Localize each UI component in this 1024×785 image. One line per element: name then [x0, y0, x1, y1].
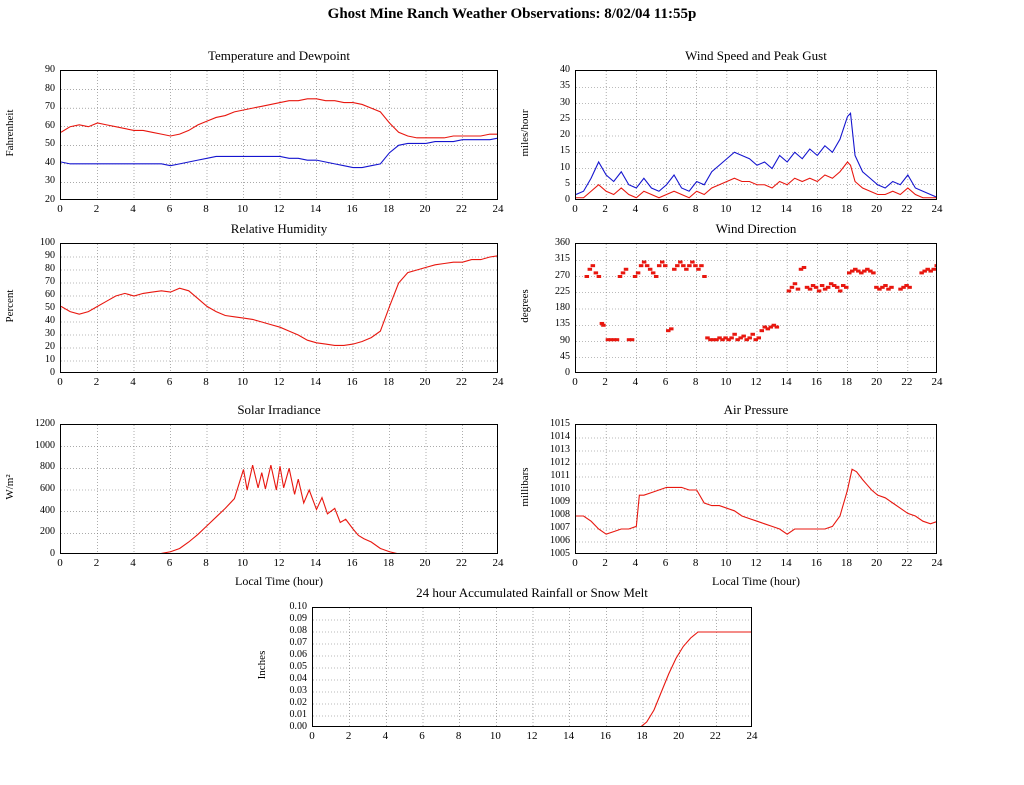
x-tick-label: 4 [632, 203, 639, 215]
x-tick-label: 4 [632, 376, 639, 388]
x-tick-label: 8 [455, 730, 462, 742]
x-tick-label: 18 [383, 557, 394, 569]
x-tick-label: 12 [750, 557, 762, 569]
y-axis-label-pressure: millibars [519, 467, 531, 507]
x-tick-label: 14 [310, 376, 321, 388]
y-tick-label: 1015 [550, 418, 570, 429]
y-tick-label: 1011 [550, 470, 570, 481]
x-tick-label: 2 [602, 203, 608, 215]
x-tick-label: 16 [346, 376, 358, 388]
x-tick-label: 0 [572, 203, 578, 215]
y-tick-label: 1010 [550, 483, 570, 494]
x-tick-label: 6 [166, 203, 173, 215]
x-tick-label: 4 [632, 557, 639, 569]
x-tick-label: 22 [456, 203, 467, 215]
plot-area-wind_direction [575, 243, 937, 373]
x-tick-label: 0 [572, 376, 578, 388]
x-tick-label: 0 [57, 376, 63, 388]
y-tick-label: 60 [45, 289, 55, 300]
chart-title-wind_speed: Wind Speed and Peak Gust [685, 48, 827, 63]
x-tick-label: 16 [346, 203, 358, 215]
y-tick-label: 1013 [550, 444, 570, 455]
x-tick-label: 20 [419, 376, 431, 388]
y-tick-label: 10 [560, 161, 570, 173]
y-tick-label: 50 [45, 138, 55, 150]
chart-title-solar: Solar Irradiance [237, 402, 321, 417]
y-tick-label: 0.07 [289, 637, 307, 648]
x-tick-label: 6 [662, 376, 669, 388]
x-tick-label: 22 [901, 376, 913, 388]
y-tick-label: 1009 [550, 496, 570, 507]
y-tick-label: 0.02 [289, 697, 307, 708]
x-tick-label: 14 [780, 376, 792, 388]
x-tick-label: 10 [237, 557, 248, 569]
y-tick-label: 90 [45, 250, 55, 261]
x-axis-label-pressure: Local Time (hour) [712, 574, 800, 588]
x-tick-label: 24 [931, 376, 943, 388]
x-tick-label: 24 [492, 376, 504, 388]
x-tick-label: 10 [237, 203, 248, 215]
y-tick-label: 0.00 [289, 721, 307, 732]
y-tick-label: 0.05 [289, 661, 307, 672]
x-tick-label: 22 [709, 730, 721, 742]
x-tick-label: 12 [273, 376, 285, 388]
y-tick-label: 0 [565, 367, 570, 378]
y-tick-label: 1005 [550, 548, 570, 559]
y-tick-label: 35 [560, 80, 570, 92]
x-tick-label: 20 [871, 557, 883, 569]
y-tick-label: 800 [40, 461, 55, 473]
x-tick-label: 4 [130, 203, 136, 215]
y-tick-label: 40 [45, 156, 55, 168]
plot-area-solar [60, 424, 498, 554]
x-tick-label: 24 [492, 203, 504, 215]
x-tick-label: 14 [780, 557, 792, 569]
chart-title-humidity: Relative Humidity [230, 221, 328, 236]
x-tick-label: 16 [599, 730, 611, 742]
x-tick-label: 18 [636, 730, 648, 742]
y-tick-label: 1006 [550, 535, 570, 546]
y-tick-label: 0.08 [289, 625, 307, 636]
x-tick-label: 8 [203, 557, 209, 569]
x-tick-label: 24 [931, 557, 943, 569]
y-tick-label: 0 [565, 194, 570, 205]
x-tick-label: 16 [346, 557, 358, 569]
x-tick-label: 6 [662, 203, 669, 215]
x-tick-label: 12 [750, 376, 762, 388]
chart-title-wind_direction: Wind Direction [715, 221, 797, 236]
chart-panel-humidity [0, 221, 508, 431]
y-tick-label: 0 [50, 367, 55, 378]
x-tick-label: 8 [203, 203, 209, 215]
y-tick-label: 20 [560, 129, 570, 140]
y-tick-label: 0.09 [289, 613, 307, 624]
x-tick-label: 12 [750, 203, 762, 215]
plot-area-humidity [60, 243, 498, 373]
chart-panel-pressure [515, 402, 947, 612]
x-tick-label: 8 [203, 376, 209, 388]
y-tick-label: 30 [45, 175, 55, 187]
y-tick-label: 1200 [35, 418, 55, 429]
y-tick-label: 200 [40, 526, 55, 538]
y-axis-label-temperature: Fahrenheit [4, 109, 16, 157]
y-tick-label: 40 [560, 64, 570, 75]
y-tick-label: 20 [45, 341, 55, 352]
y-tick-label: 0.10 [289, 601, 307, 612]
chart-title-pressure: Air Pressure [723, 402, 789, 417]
y-tick-label: 0.06 [289, 649, 307, 660]
y-axis-label-wind_direction: degrees [519, 289, 531, 323]
x-tick-label: 4 [130, 557, 136, 569]
x-tick-label: 2 [93, 557, 100, 569]
x-tick-label: 12 [273, 203, 285, 215]
x-tick-label: 18 [841, 557, 852, 569]
y-tick-label: 180 [555, 302, 570, 313]
y-axis-label-solar: W/m² [4, 474, 16, 500]
y-tick-label: 30 [560, 96, 570, 108]
y-tick-label: 0.04 [289, 673, 307, 684]
y-tick-label: 5 [565, 177, 570, 189]
y-tick-label: 25 [560, 112, 570, 124]
plot-area-pressure [575, 424, 937, 554]
chart-title-rainfall: 24 hour Accumulated Rainfall or Snow Melt [416, 585, 648, 600]
y-tick-label: 135 [555, 318, 570, 330]
x-tick-label: 0 [309, 730, 315, 742]
y-tick-label: 45 [560, 350, 570, 362]
y-tick-label: 0.03 [289, 685, 307, 696]
x-tick-label: 0 [57, 557, 63, 569]
x-tick-label: 2 [602, 376, 608, 388]
plot-area-rainfall [312, 607, 752, 727]
x-tick-label: 6 [662, 557, 669, 569]
y-tick-label: 1000 [35, 439, 55, 451]
x-tick-label: 20 [871, 376, 883, 388]
x-tick-label: 10 [720, 203, 732, 215]
y-tick-label: 15 [560, 145, 570, 157]
x-tick-label: 14 [563, 730, 575, 742]
x-tick-label: 24 [746, 730, 758, 742]
x-tick-label: 8 [692, 203, 699, 215]
x-tick-label: 20 [419, 557, 431, 569]
y-tick-label: 70 [45, 276, 55, 287]
y-tick-label: 30 [45, 328, 55, 339]
y-axis-label-wind_speed: miles/hour [519, 109, 531, 157]
x-tick-label: 0 [572, 557, 578, 569]
x-tick-label: 24 [931, 203, 943, 215]
chart-panel-wind_direction [515, 221, 947, 431]
x-tick-label: 14 [310, 203, 321, 215]
x-tick-label: 16 [810, 376, 822, 388]
y-axis-label-rainfall: Inches [256, 650, 268, 680]
x-tick-label: 18 [841, 376, 852, 388]
y-tick-label: 80 [45, 263, 55, 274]
x-tick-label: 12 [526, 730, 538, 742]
y-tick-label: 400 [40, 504, 55, 516]
y-axis-label-humidity: Percent [4, 289, 16, 323]
x-tick-label: 2 [93, 376, 100, 388]
x-tick-label: 6 [166, 376, 173, 388]
y-tick-label: 90 [560, 334, 570, 346]
y-tick-label: 100 [40, 237, 55, 248]
y-tick-label: 70 [45, 101, 55, 113]
y-tick-label: 360 [555, 237, 570, 248]
y-tick-label: 0.01 [289, 709, 307, 720]
y-tick-label: 1008 [550, 509, 570, 520]
y-tick-label: 225 [555, 285, 570, 297]
y-tick-label: 315 [555, 253, 570, 265]
x-tick-label: 4 [130, 376, 136, 388]
x-tick-label: 18 [383, 203, 394, 215]
x-tick-label: 4 [382, 730, 389, 742]
x-tick-label: 12 [273, 557, 285, 569]
y-tick-label: 1007 [550, 522, 570, 533]
y-tick-label: 0 [50, 548, 55, 559]
y-tick-label: 10 [45, 354, 55, 365]
x-tick-label: 22 [901, 557, 913, 569]
x-axis-label-solar: Local Time (hour) [235, 574, 323, 588]
x-tick-label: 22 [456, 376, 467, 388]
x-tick-label: 10 [720, 376, 732, 388]
y-tick-label: 20 [45, 194, 55, 205]
y-tick-label: 80 [45, 82, 55, 94]
x-tick-label: 16 [810, 557, 822, 569]
x-tick-label: 6 [419, 730, 425, 742]
x-tick-label: 2 [345, 730, 352, 742]
x-tick-label: 22 [901, 203, 913, 215]
y-tick-label: 40 [45, 315, 55, 326]
x-tick-label: 2 [93, 203, 100, 215]
x-tick-label: 20 [871, 203, 883, 215]
y-tick-label: 60 [45, 119, 55, 131]
x-tick-label: 20 [419, 203, 431, 215]
y-tick-label: 1014 [550, 431, 570, 442]
x-tick-label: 6 [166, 557, 173, 569]
x-tick-label: 0 [57, 203, 63, 215]
x-tick-label: 16 [810, 203, 822, 215]
plot-area-wind_speed [575, 70, 937, 200]
x-tick-label: 10 [489, 730, 501, 742]
x-tick-label: 8 [692, 557, 699, 569]
x-tick-label: 14 [310, 557, 321, 569]
y-tick-label: 270 [555, 269, 570, 281]
x-tick-label: 24 [492, 557, 504, 569]
page-title: Ghost Mine Ranch Weather Observations: 8/02/04 11:55p [327, 6, 697, 22]
x-tick-label: 20 [673, 730, 685, 742]
x-tick-label: 10 [720, 557, 732, 569]
x-tick-label: 14 [780, 203, 792, 215]
chart-title-temperature: Temperature and Dewpoint [207, 48, 351, 63]
y-tick-label: 600 [40, 483, 55, 494]
x-tick-label: 18 [841, 203, 852, 215]
chart-panel-solar [0, 402, 508, 612]
plot-area-temperature [60, 70, 498, 200]
x-tick-label: 2 [602, 557, 608, 569]
x-tick-label: 10 [237, 376, 248, 388]
y-tick-label: 50 [45, 302, 55, 313]
y-tick-label: 1012 [550, 457, 570, 468]
x-tick-label: 22 [456, 557, 467, 569]
chart-panel-rainfall [252, 585, 762, 785]
y-tick-label: 90 [45, 64, 55, 75]
x-tick-label: 18 [383, 376, 394, 388]
x-tick-label: 8 [692, 376, 699, 388]
